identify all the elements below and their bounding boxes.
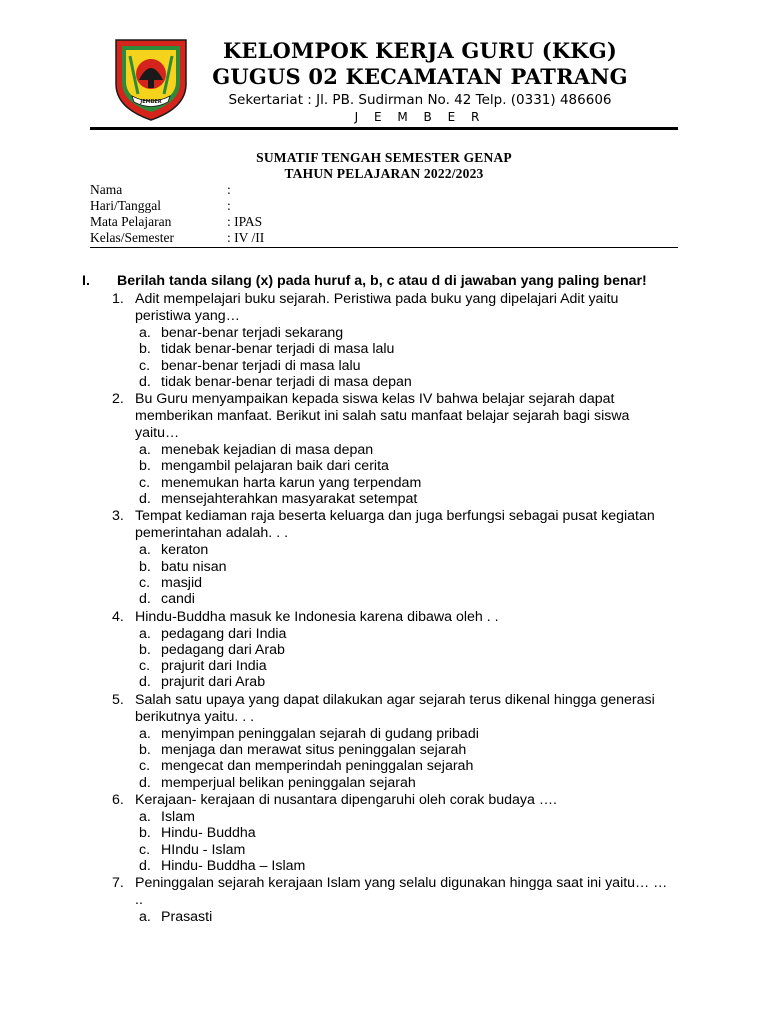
question-section bbox=[0, 273, 768, 925]
option-text: memperjual belikan peninggalan sejarah bbox=[161, 774, 416, 791]
identity-row bbox=[90, 230, 264, 246]
option-letter: d. bbox=[139, 591, 151, 608]
answer-option[interactable] bbox=[0, 358, 768, 374]
option-text: tidak benar-benar terjadi di masa lalu bbox=[161, 341, 395, 358]
answer-option[interactable] bbox=[0, 825, 768, 841]
option-letter: c. bbox=[139, 758, 151, 775]
question-item bbox=[0, 875, 768, 925]
option-text: batu nisan bbox=[161, 558, 227, 575]
option-text: menebak kejadian di masa depan bbox=[161, 442, 374, 459]
option-text: mensejahterahkan masyarakat setempat bbox=[161, 491, 418, 508]
exam-year: TAHUN PELAJARAN 2022/2023 bbox=[284, 166, 484, 181]
option-letter: d. bbox=[139, 857, 151, 874]
question-list bbox=[0, 291, 768, 925]
option-letter: d. bbox=[139, 674, 151, 691]
answer-option[interactable] bbox=[0, 626, 768, 642]
identity-row bbox=[90, 198, 264, 214]
option-text: keraton bbox=[161, 542, 209, 559]
answer-option[interactable] bbox=[0, 726, 768, 742]
question-number: 6. bbox=[112, 791, 124, 808]
logo-ribbon-text: JEMBER bbox=[140, 99, 162, 105]
answer-option[interactable] bbox=[0, 442, 768, 458]
answer-option[interactable] bbox=[0, 842, 768, 858]
question-text: Peninggalan sejarah kerajaan Islam yang selalu digunakan hingga saat ini yaitu… … .. bbox=[135, 875, 668, 909]
option-text: prajurit dari Arab bbox=[161, 674, 266, 691]
identity-row bbox=[90, 182, 264, 198]
question-item bbox=[0, 508, 768, 607]
question-item bbox=[0, 291, 768, 390]
option-letter: c. bbox=[139, 357, 151, 374]
answer-option[interactable] bbox=[0, 341, 768, 357]
option-text: Islam bbox=[161, 808, 195, 825]
option-letter: a. bbox=[139, 325, 151, 341]
option-text: candi bbox=[161, 591, 195, 608]
jember-logo bbox=[112, 36, 190, 122]
answer-option[interactable] bbox=[0, 475, 768, 491]
answer-option[interactable] bbox=[0, 642, 768, 658]
answer-option[interactable] bbox=[0, 909, 768, 925]
option-letter: b. bbox=[139, 641, 151, 658]
question-item bbox=[0, 792, 768, 874]
option-text: HIndu - Islam bbox=[161, 841, 246, 858]
option-letter: b. bbox=[139, 825, 151, 842]
question-text: Tempat kediaman raja beserta keluarga dan juga berfungsi sebagai pusat kegiatan pemerintahan adalah. . . bbox=[135, 508, 655, 542]
question-item bbox=[0, 692, 768, 791]
answer-option[interactable] bbox=[0, 542, 768, 558]
option-letter: c. bbox=[139, 658, 151, 675]
question-number: 5. bbox=[112, 691, 124, 708]
option-letter: b. bbox=[139, 558, 151, 575]
option-letter: b. bbox=[139, 458, 151, 475]
option-letter: a. bbox=[139, 542, 151, 559]
identity-label: Mata Pelajaran bbox=[90, 214, 172, 229]
answer-option[interactable] bbox=[0, 742, 768, 758]
option-letter: d. bbox=[139, 373, 151, 390]
option-text: Hindu- Buddha – Islam bbox=[161, 857, 306, 874]
question-item bbox=[0, 609, 768, 691]
option-letter: b. bbox=[139, 742, 151, 759]
question-number: 1. bbox=[112, 291, 124, 307]
question-text: Kerajaan- kerajaan di nusantara dipengaruhi oleh corak budaya …. bbox=[135, 791, 557, 808]
answer-option[interactable] bbox=[0, 325, 768, 341]
option-text: Hindu- Buddha bbox=[161, 825, 256, 842]
answer-option[interactable] bbox=[0, 775, 768, 791]
option-letter: b. bbox=[139, 341, 151, 358]
option-text: menemukan harta karun yang terpendam bbox=[161, 474, 422, 491]
answer-option[interactable] bbox=[0, 858, 768, 874]
answer-option[interactable] bbox=[0, 458, 768, 474]
option-letter: d. bbox=[139, 491, 151, 508]
letterhead bbox=[190, 36, 650, 125]
section-instruction: Berilah tanda silang (x) pada huruf a, b, c atau d di jawaban yang paling benar! bbox=[117, 273, 647, 289]
option-letter: a. bbox=[139, 625, 151, 642]
section-number: I. bbox=[82, 273, 90, 289]
option-text: mengambil pelajaran baik dari cerita bbox=[161, 458, 389, 475]
identity-label: Nama bbox=[90, 182, 123, 197]
question-text: Hindu-Buddha masuk ke Indonesia karena dibawa oleh . . bbox=[135, 608, 499, 625]
option-text: Prasasti bbox=[161, 909, 213, 926]
identity-divider bbox=[90, 247, 678, 248]
option-text: pedagang dari India bbox=[161, 625, 287, 642]
option-text: mengecat dan memperindah peninggalan sejarah bbox=[161, 758, 474, 775]
section-heading bbox=[0, 273, 768, 290]
question-number: 4. bbox=[112, 608, 124, 625]
org-subname: GUGUS 02 KECAMATAN PATRANG bbox=[212, 64, 628, 89]
letterhead-divider bbox=[90, 127, 678, 130]
answer-option[interactable] bbox=[0, 559, 768, 575]
option-text: menjaga dan merawat situs peninggalan sejarah bbox=[161, 742, 467, 759]
option-text: menyimpan peninggalan sejarah di gudang pribadi bbox=[161, 725, 479, 742]
answer-option[interactable] bbox=[0, 658, 768, 674]
option-text: prajurit dari India bbox=[161, 658, 267, 675]
option-letter: d. bbox=[139, 774, 151, 791]
org-address: Sekertariat : Jl. PB. Sudirman No. 42 Telp. (0331) 486606 bbox=[228, 92, 612, 108]
option-letter: a. bbox=[139, 909, 151, 926]
identity-value[interactable]: : IPAS bbox=[227, 214, 263, 229]
option-text: tidak benar-benar terjadi di masa depan bbox=[161, 373, 412, 390]
option-text: benar-benar terjadi di masa lalu bbox=[161, 357, 361, 374]
identity-row bbox=[90, 214, 264, 230]
option-letter: a. bbox=[139, 808, 151, 825]
identity-value[interactable]: : IV /II bbox=[227, 230, 265, 245]
student-identity-block bbox=[90, 182, 264, 246]
identity-label: Hari/Tanggal bbox=[90, 198, 162, 213]
question-text: Adit mempelajari buku sejarah. Peristiwa pada buku yang dipelajari Adit yaitu peristiwa yang… bbox=[135, 291, 619, 324]
option-letter: a. bbox=[139, 442, 151, 459]
org-name: KELOMPOK KERJA GURU (KKG) bbox=[222, 38, 618, 63]
option-letter: a. bbox=[139, 725, 151, 742]
exam-title: SUMATIF TENGAH SEMESTER GENAP bbox=[256, 150, 512, 165]
answer-option[interactable] bbox=[0, 809, 768, 825]
question-number: 7. bbox=[112, 875, 124, 892]
org-city: J E M B E R bbox=[354, 110, 486, 124]
option-text: pedagang dari Arab bbox=[161, 641, 285, 658]
identity-label: Kelas/Semester bbox=[90, 230, 174, 245]
option-letter: c. bbox=[139, 474, 151, 491]
question-number: 2. bbox=[112, 391, 124, 408]
identity-value[interactable]: : bbox=[227, 182, 231, 197]
answer-option[interactable] bbox=[0, 575, 768, 591]
identity-value[interactable]: : bbox=[227, 198, 231, 213]
option-text: masjid bbox=[161, 574, 202, 591]
answer-option[interactable] bbox=[0, 491, 768, 507]
question-text: Salah satu upaya yang dapat dilakukan agar sejarah terus dikenal hingga generasi berikutnya yaitu. . . bbox=[135, 691, 655, 725]
question-text: Bu Guru menyampaikan kepada siswa kelas IV bahwa belajar sejarah dapat memberikan manfaat. Berikut ini salah satu manfaat belajar sejarah bagi siswa yaitu… bbox=[135, 391, 630, 442]
answer-option[interactable] bbox=[0, 674, 768, 690]
question-item bbox=[0, 391, 768, 507]
option-text: benar-benar terjadi sekarang bbox=[161, 325, 344, 341]
answer-option[interactable] bbox=[0, 758, 768, 774]
option-letter: c. bbox=[139, 574, 151, 591]
option-letter: c. bbox=[139, 841, 151, 858]
answer-option[interactable] bbox=[0, 374, 768, 390]
question-number: 3. bbox=[112, 508, 124, 525]
answer-option[interactable] bbox=[0, 591, 768, 607]
